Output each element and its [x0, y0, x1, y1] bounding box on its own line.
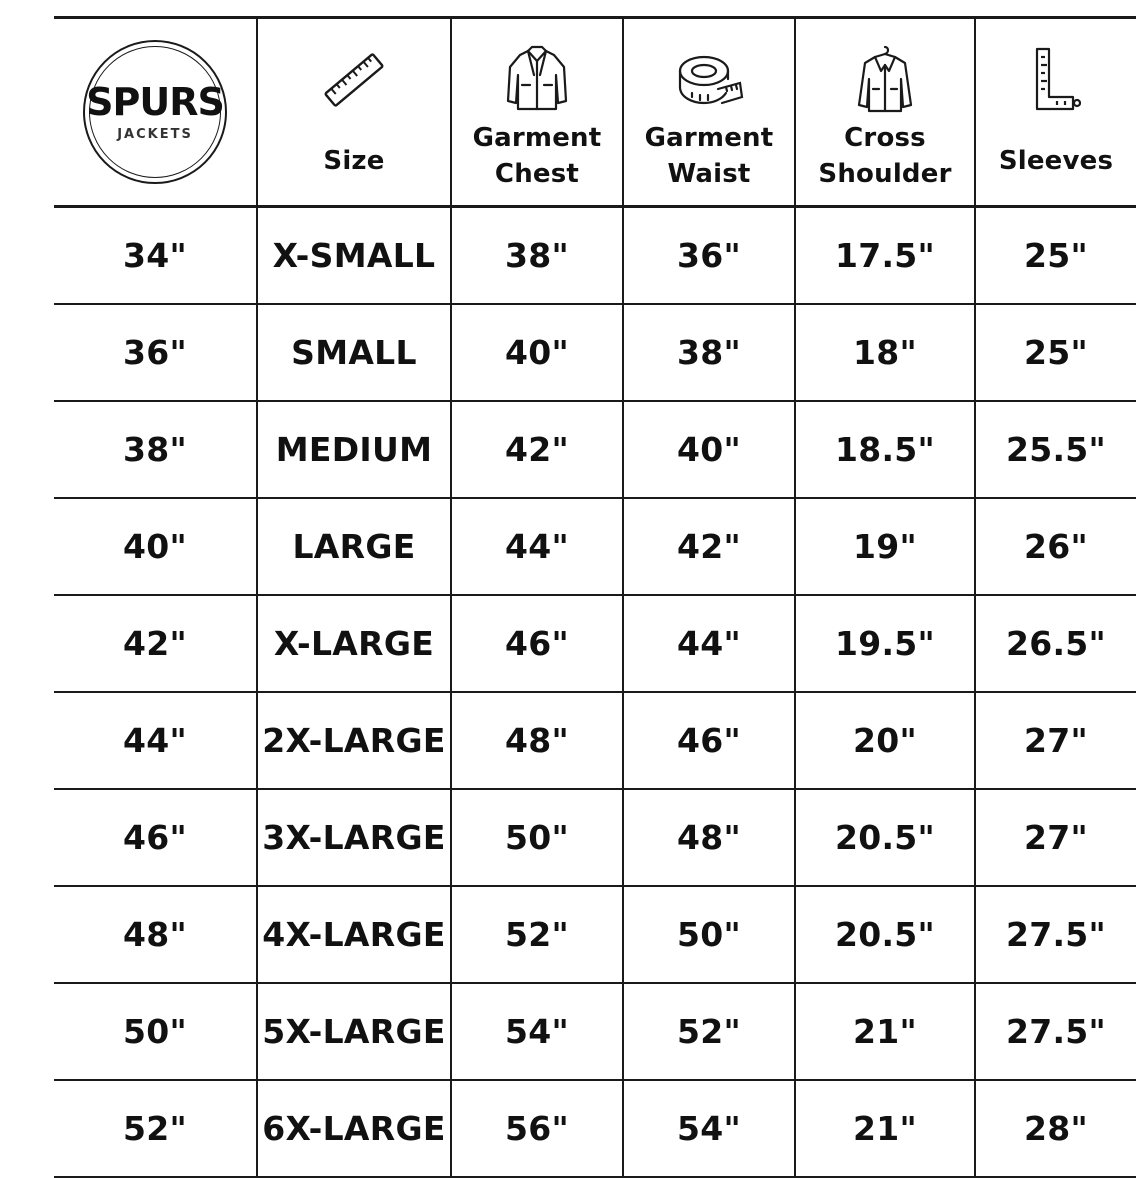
- size-cell: 4X-LARGE: [257, 886, 451, 983]
- table-row: [54, 886, 1136, 983]
- table-row: [54, 1080, 1136, 1177]
- header-logo-cell: [54, 18, 257, 207]
- cross-shoulder-cell: 19": [795, 498, 975, 595]
- header-sleeves: [975, 18, 1136, 207]
- garment-waist-cell: 36": [623, 207, 795, 304]
- jacket-icon: [504, 45, 570, 119]
- garment-chest-cell: 44": [451, 498, 623, 595]
- cross-shoulder-cell: 21": [795, 1080, 975, 1177]
- garment-chest-cell: 50": [451, 789, 623, 886]
- garment-waist-cell: 44": [623, 595, 795, 692]
- chest-cell: 48": [54, 886, 257, 983]
- cross-shoulder-cell: 20": [795, 692, 975, 789]
- garment-chest-cell: 54": [451, 983, 623, 1080]
- sleeves-cell: 26.5": [975, 595, 1136, 692]
- garment-chest-cell: 38": [451, 207, 623, 304]
- header-sleeves-label: Sleeves: [998, 146, 1114, 176]
- sleeves-cell: 27.5": [975, 886, 1136, 983]
- garment-waist-cell: 40": [623, 401, 795, 498]
- size-cell: LARGE: [257, 498, 451, 595]
- cross-shoulder-cell: 18.5": [795, 401, 975, 498]
- cross-shoulder-cell: 21": [795, 983, 975, 1080]
- chest-cell: 36": [54, 304, 257, 401]
- size-cell: MEDIUM: [257, 401, 451, 498]
- table-row: [54, 789, 1136, 886]
- cross-shoulder-cell: 20.5": [795, 789, 975, 886]
- header-garment-chest: [451, 18, 623, 207]
- table-row: [54, 304, 1136, 401]
- cross-shoulder-cell: 19.5": [795, 595, 975, 692]
- garment-chest-cell: 40": [451, 304, 623, 401]
- garment-chest-cell: 46": [451, 595, 623, 692]
- measuring-tape-icon: [674, 45, 744, 119]
- garment-waist-cell: 46": [623, 692, 795, 789]
- header-garment-chest-label: Garment Chest: [472, 123, 602, 189]
- garment-waist-cell: 54": [623, 1080, 795, 1177]
- chest-cell: 46": [54, 789, 257, 886]
- chest-cell: 52": [54, 1080, 257, 1177]
- size-chart-table: [54, 16, 1136, 1178]
- chest-cell: 50": [54, 983, 257, 1080]
- size-cell: X-SMALL: [257, 207, 451, 304]
- sleeves-cell: 25.5": [975, 401, 1136, 498]
- size-cell: 6X-LARGE: [257, 1080, 451, 1177]
- garment-waist-cell: 48": [623, 789, 795, 886]
- sleeves-cell: 27": [975, 789, 1136, 886]
- ruler-icon: [319, 45, 389, 119]
- chest-cell: 34": [54, 207, 257, 304]
- header-garment-waist: [623, 18, 795, 207]
- header-size-label: Size: [323, 146, 385, 176]
- header-cross-shoulder: [795, 18, 975, 207]
- garment-chest-cell: 56": [451, 1080, 623, 1177]
- size-cell: 3X-LARGE: [257, 789, 451, 886]
- table-row: [54, 401, 1136, 498]
- garment-waist-cell: 50": [623, 886, 795, 983]
- header-row: [54, 18, 1136, 207]
- garment-waist-cell: 42": [623, 498, 795, 595]
- sleeves-cell: 27": [975, 692, 1136, 789]
- table-row: [54, 498, 1136, 595]
- sleeves-cell: 28": [975, 1080, 1136, 1177]
- garment-waist-cell: 38": [623, 304, 795, 401]
- sleeves-cell: 25": [975, 207, 1136, 304]
- cross-shoulder-cell: 18": [795, 304, 975, 401]
- chest-cell: 38": [54, 401, 257, 498]
- sleeves-cell: 26": [975, 498, 1136, 595]
- brand-logo: [83, 40, 227, 184]
- size-cell: X-LARGE: [257, 595, 451, 692]
- size-chart-body: [54, 18, 1136, 1177]
- header-garment-waist-label: Garment Waist: [644, 123, 774, 189]
- logo-brand-sub: JACKETS: [117, 127, 193, 142]
- logo-brand-name: SPURS: [86, 80, 224, 124]
- l-square-ruler-icon: [1031, 45, 1081, 119]
- size-cell: 5X-LARGE: [257, 983, 451, 1080]
- cross-shoulder-cell: 20.5": [795, 886, 975, 983]
- table-row: [54, 983, 1136, 1080]
- header-cross-shoulder-label: Cross Shoulder: [818, 123, 952, 189]
- garment-waist-cell: 52": [623, 983, 795, 1080]
- sleeves-cell: 25": [975, 304, 1136, 401]
- garment-chest-cell: 48": [451, 692, 623, 789]
- garment-chest-cell: 42": [451, 401, 623, 498]
- garment-chest-cell: 52": [451, 886, 623, 983]
- cross-shoulder-cell: 17.5": [795, 207, 975, 304]
- chest-cell: 44": [54, 692, 257, 789]
- size-cell: SMALL: [257, 304, 451, 401]
- chest-cell: 40": [54, 498, 257, 595]
- table-row: [54, 207, 1136, 304]
- table-row: [54, 595, 1136, 692]
- header-size: [257, 18, 451, 207]
- sleeves-cell: 27.5": [975, 983, 1136, 1080]
- chest-cell: 42": [54, 595, 257, 692]
- hanging-jacket-icon: [853, 45, 917, 119]
- size-cell: 2X-LARGE: [257, 692, 451, 789]
- table-row: [54, 692, 1136, 789]
